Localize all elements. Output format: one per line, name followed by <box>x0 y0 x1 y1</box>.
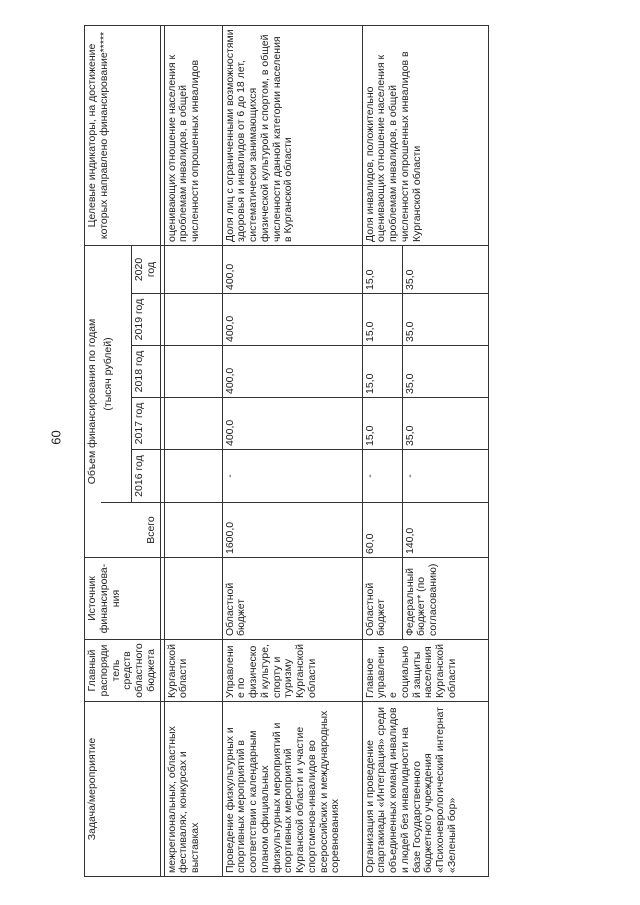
year-2019-cell <box>164 294 222 346</box>
header-volume-group: Объем финансирования по годам <box>85 245 101 557</box>
year-2018-cell: 15,0 <box>362 346 402 398</box>
source-cell: Областной бюджет <box>362 558 402 640</box>
source-cell <box>164 558 222 640</box>
table-row <box>164 25 222 876</box>
year-2016-cell: - <box>222 450 362 503</box>
indicator-cell: оценивающих отношение населения к проблемам инвалидов, в общей численности опрошенных инвалидов <box>164 25 222 245</box>
manager-cell: Курганской области <box>164 640 222 702</box>
year-2016-cell <box>164 450 222 503</box>
year-2020-cell: 15,0 <box>362 245 402 293</box>
year-2020-cell <box>164 245 222 293</box>
rotated-page-content <box>84 26 610 877</box>
year-2017-cell: 15,0 <box>362 398 402 450</box>
table-row <box>362 25 402 876</box>
total-cell: 1600,0 <box>222 503 362 558</box>
year-2020-cell: 35,0 <box>402 245 488 293</box>
header-task: Задача/мероприятие <box>85 702 161 877</box>
header-year-2016: 2016 год <box>132 450 161 503</box>
manager-cell: Главное управление социальной защиты населения Курганской области <box>362 640 488 702</box>
indicator-cell: Доля инвалидов, положительно оценивающих отношение населения к проблемам инвалидов, в общей численности опрошенных инвалидов в Курганской области <box>362 25 488 245</box>
year-2017-cell: 35,0 <box>402 398 488 450</box>
header-manager: Главный распорядитель средств областного бюджета <box>85 640 161 702</box>
header-year-2020: 2020 год <box>132 245 161 293</box>
header-source: Источник финансирова-ния <box>85 558 161 640</box>
header-year-2017: 2017 год <box>132 398 161 450</box>
year-2017-cell: 400,0 <box>222 398 362 450</box>
header-row-1 <box>85 25 101 876</box>
manager-cell: Управление по физической культуре, спорту и туризму Курганской области <box>222 640 362 702</box>
year-2018-cell: 35,0 <box>402 346 488 398</box>
header-volume-unit: (тысяч рублей) <box>101 245 132 502</box>
header-year-2019: 2019 год <box>132 294 161 346</box>
year-2019-cell: 400,0 <box>222 294 362 346</box>
financing-table <box>84 25 489 877</box>
year-2019-cell: 35,0 <box>402 294 488 346</box>
header-indicator: Целевые индикаторы, на достижение которых направлено финансирование***** <box>85 25 161 245</box>
indicator-cell: Доля лиц с ограниченными возможностями здоровья и инвалидов от 6 до 18 лет, систематически занимающихся физической культурой и спортом, в общей численности данной категории населения в Курганской области <box>222 25 362 245</box>
year-2019-cell: 15,0 <box>362 294 402 346</box>
source-cell: Областной бюджет <box>222 558 362 640</box>
task-cell: межрегиональных, областных фестивалях, конкурсах и выставках <box>164 702 222 877</box>
year-2016-cell: - <box>362 450 402 503</box>
year-2016-cell: - <box>402 450 488 503</box>
year-2017-cell <box>164 398 222 450</box>
task-cell: Организация и проведение спартакиады «Интеграция» среди объединенных команд инвалидов и людей без инвалидности на базе Государственного бюджетного учреждения «Психоневрологический интернат «Зеленый бор» <box>362 702 488 877</box>
total-cell: 60,0 <box>362 503 402 558</box>
total-cell: 140,0 <box>402 503 488 558</box>
total-cell <box>164 503 222 558</box>
source-cell: Федеральный бюджет* (по согласованию) <box>402 558 488 640</box>
year-2020-cell: 400,0 <box>222 245 362 293</box>
header-total: Всего <box>101 503 160 558</box>
page-number: 60 <box>48 430 64 445</box>
header-year-2018: 2018 год <box>132 346 161 398</box>
task-cell: Проведение физкультурных и спортивных мероприятий в соответствии с календарным планом официальных физкультурных мероприятий и спортивных мероприятий Курганской области и участие спортсменов-инвалидов во всероссийских и международных соревнованиях <box>222 702 362 877</box>
year-2018-cell <box>164 346 222 398</box>
table-row <box>222 25 362 876</box>
year-2018-cell: 400,0 <box>222 346 362 398</box>
